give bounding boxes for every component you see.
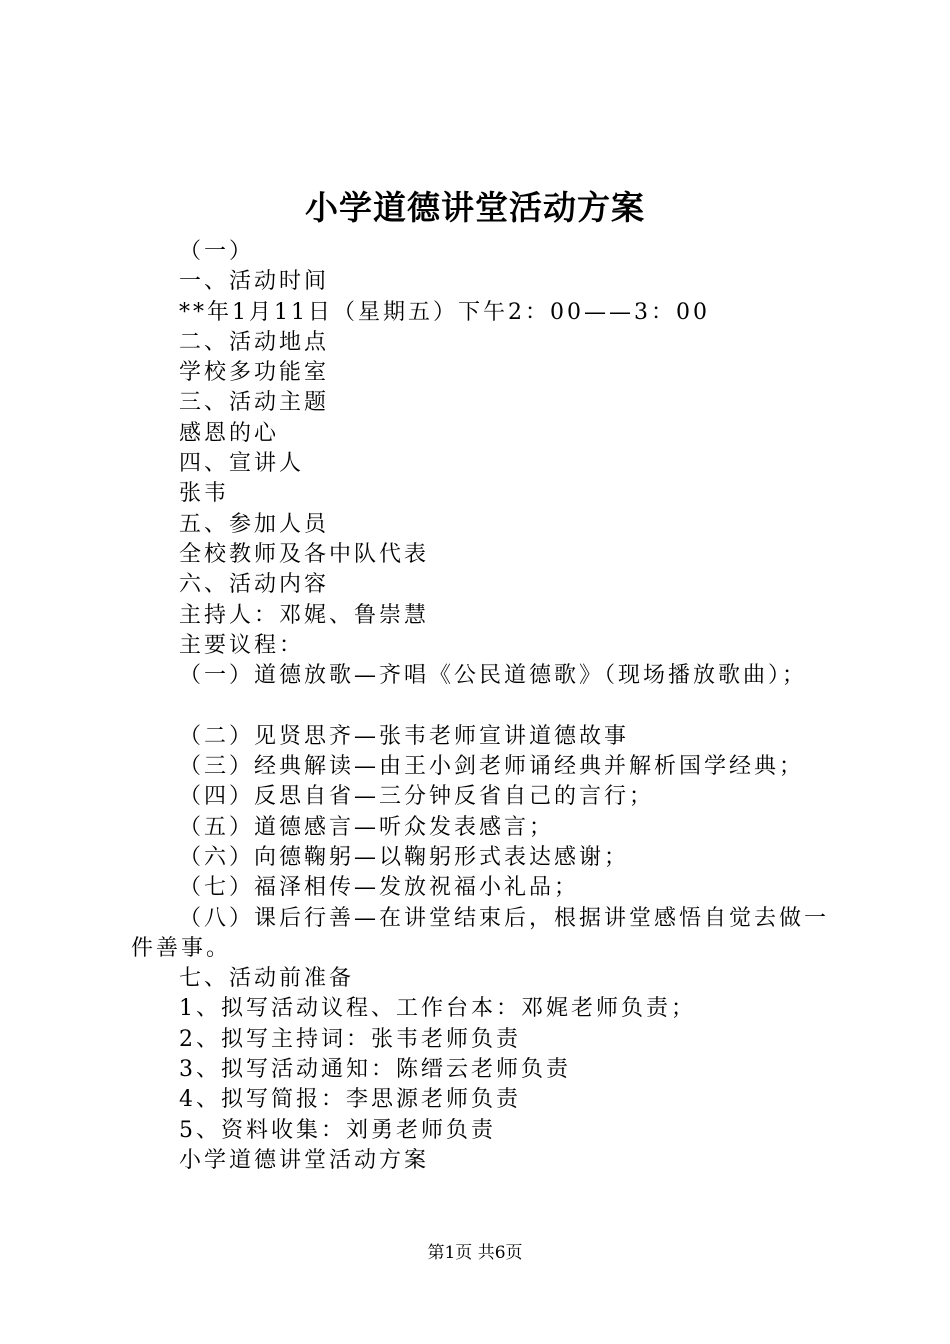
task-item: 1、拟写活动议程、工作台本：邓娓老师负责； — [179, 996, 696, 1022]
section-heading: 五、参加人员 — [179, 511, 330, 537]
agenda-item: （一）道德放歌—齐唱《公民道德歌》（现场播放歌曲）； — [179, 663, 808, 689]
paragraph-line: 张韦 — [179, 481, 230, 507]
paragraph-line: （一） — [179, 239, 255, 264]
paragraph-line: 学校多功能室 — [179, 360, 330, 386]
document-title: 小学道德讲堂活动方案 — [305, 188, 645, 227]
agenda-item: （八）课后行善—在讲堂结束后，根据讲堂感悟自觉去做一件善事。 — [131, 905, 830, 961]
agenda-item: （五）道德感言—听众发表感言； — [179, 814, 555, 840]
task-item: 2、拟写主持词：张韦老师负责 — [179, 1026, 521, 1052]
blank-line — [131, 691, 851, 721]
document-body — [131, 237, 851, 1176]
paragraph-line: 小学道德讲堂活动方案 — [179, 1147, 430, 1173]
agenda-item: （二）见贤思齐—张韦老师宣讲道德故事 — [179, 723, 630, 749]
paragraph-line: 全校教师及各中队代表 — [179, 541, 430, 567]
section-heading: 七、活动前准备 — [179, 966, 355, 992]
paragraph-line: **年1月11日（星期五）下午2：00——3：00 — [179, 299, 710, 325]
paragraph-line: 感恩的心 — [179, 420, 280, 446]
agenda-item: （六）向德鞠躬—以鞠躬形式表达感谢； — [179, 844, 630, 870]
page-number-footer: 第1页 共6页 — [427, 1243, 523, 1263]
section-heading: 六、活动内容 — [179, 572, 330, 598]
agenda-item: （三）经典解读—由王小剑老师诵经典并解析国学经典； — [179, 754, 805, 780]
paragraph-line: 主持人：邓娓、鲁崇慧 — [179, 602, 430, 628]
task-item: 3、拟写活动通知：陈缙云老师负责 — [179, 1057, 571, 1083]
task-item: 5、资料收集：刘勇老师负责 — [179, 1117, 496, 1143]
agenda-item: （四）反思自省—三分钟反省自己的言行； — [179, 784, 655, 810]
agenda-item: （七）福泽相传—发放祝福小礼品； — [179, 875, 580, 901]
task-item: 4、拟写简报：李思源老师负责 — [179, 1087, 521, 1113]
paragraph-line: 主要议程： — [179, 632, 305, 658]
section-heading: 二、活动地点 — [179, 329, 330, 355]
section-heading: 三、活动主题 — [179, 390, 330, 416]
section-heading: 一、活动时间 — [179, 269, 330, 295]
section-heading: 四、宣讲人 — [179, 451, 305, 477]
